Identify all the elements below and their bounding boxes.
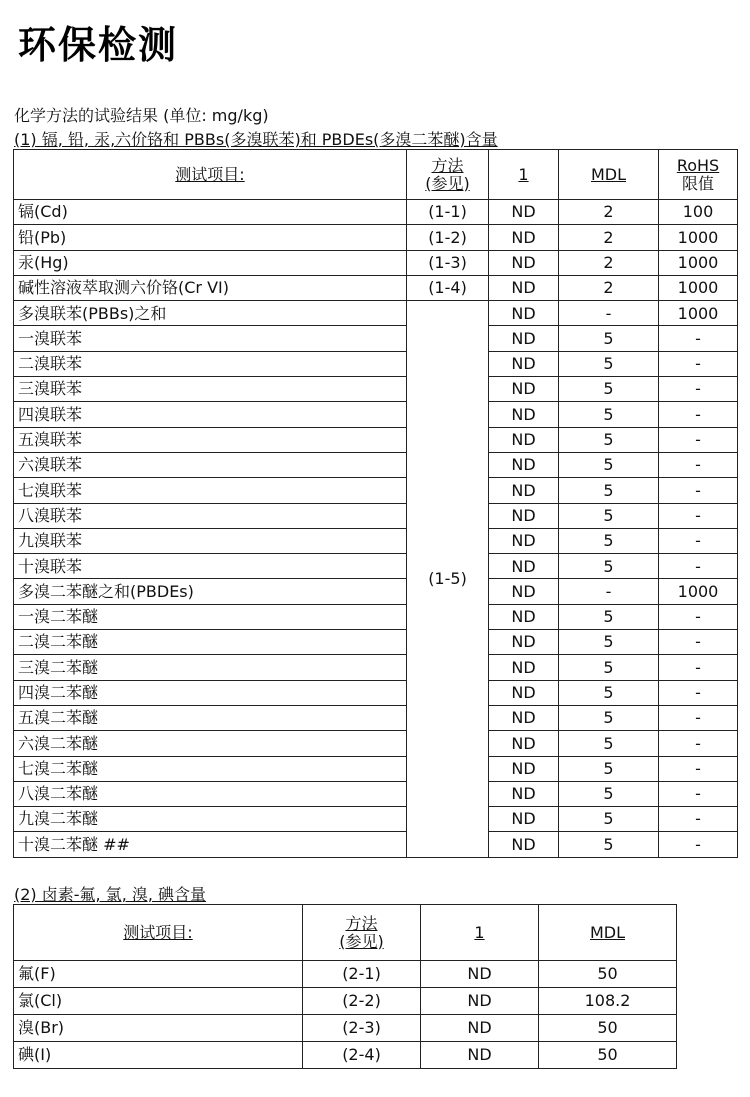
cell-result: ND [489,604,559,629]
page-title: 环保检测 [18,23,179,67]
heavy-metals-table [13,149,738,858]
cell-mdl: 5 [559,427,659,452]
cell-mdl: 5 [559,402,659,427]
table-row [14,604,738,629]
table-row [14,807,738,832]
table-row [14,988,677,1015]
table-row [14,275,738,300]
cell-method: (2-1) [303,961,421,988]
cell-mdl: 5 [559,351,659,376]
cell-result: ND [421,1042,539,1069]
cell-limit: - [659,705,738,730]
cell-mdl: 50 [539,1042,677,1069]
cell-result: ND [489,731,559,756]
cell-result: ND [489,630,559,655]
cell-result: ND [489,200,559,225]
table-row [14,731,738,756]
cell-method: (1-1) [407,200,489,225]
cell-item: 八溴二苯醚 [14,781,407,806]
table-row [14,452,738,477]
table-row [14,579,738,604]
table-row [14,1042,677,1069]
cell-item: 铅(Pb) [14,225,407,250]
cell-limit: - [659,630,738,655]
table-row [14,250,738,275]
cell-result: ND [489,680,559,705]
cell-result: ND [489,250,559,275]
cell-limit: - [659,528,738,553]
header-result: 1 [489,150,559,200]
cell-limit: 100 [659,200,738,225]
header-method: 方法 (参见) [407,150,489,200]
header-result: 1 [421,905,539,961]
cell-mdl: 2 [559,200,659,225]
results-subtitle: 化学方法的试验结果 (单位: mg/kg) [14,106,269,125]
table-row [14,301,738,326]
cell-mdl: 5 [559,731,659,756]
cell-method: (1-2) [407,225,489,250]
cell-item: 氯(Cl) [14,988,303,1015]
cell-item: 九溴二苯醚 [14,807,407,832]
cell-item: 汞(Hg) [14,250,407,275]
cell-item: 四溴联苯 [14,402,407,427]
table-row [14,225,738,250]
cell-item: 十溴联苯 [14,554,407,579]
cell-method: (2-3) [303,1015,421,1042]
cell-mdl: 108.2 [539,988,677,1015]
cell-result: ND [489,807,559,832]
cell-method: (2-2) [303,988,421,1015]
header-mdl: MDL [559,150,659,200]
cell-item: 二溴二苯醚 [14,630,407,655]
cell-item: 八溴联苯 [14,503,407,528]
header-item: 测试项目: [14,905,303,961]
cell-limit: - [659,503,738,528]
cell-limit: - [659,554,738,579]
cell-item: 一溴联苯 [14,326,407,351]
cell-result: ND [489,781,559,806]
cell-item: 二溴联苯 [14,351,407,376]
cell-item: 碘(I) [14,1042,303,1069]
header-mdl: MDL [539,905,677,961]
cell-item: 三溴二苯醚 [14,655,407,680]
cell-result: ND [489,377,559,402]
cell-result: ND [489,452,559,477]
cell-limit: 1000 [659,579,738,604]
cell-item: 碱性溶液萃取测六价铬(Cr VI) [14,275,407,300]
cell-result: ND [421,961,539,988]
cell-limit: - [659,781,738,806]
table-row [14,402,738,427]
cell-result: ND [489,554,559,579]
table-row [14,427,738,452]
cell-item: 十溴二苯醚 ## [14,832,407,857]
cell-limit: - [659,680,738,705]
table-row [14,1015,677,1042]
section1-heading: (1) 镉, 铅, 汞,六价铬和 PBBs(多溴联苯)和 PBDEs(多溴二苯醚)含量 [14,130,498,149]
cell-item: 镉(Cd) [14,200,407,225]
cell-item: 三溴联苯 [14,377,407,402]
cell-mdl: 2 [559,225,659,250]
cell-mdl: 5 [559,377,659,402]
cell-item: 多溴联苯(PBBs)之和 [14,301,407,326]
cell-mdl: 2 [559,250,659,275]
table-row [14,478,738,503]
cell-mdl: 50 [539,961,677,988]
cell-item: 七溴联苯 [14,478,407,503]
cell-item: 一溴二苯醚 [14,604,407,629]
cell-item: 四溴二苯醚 [14,680,407,705]
cell-limit: 1000 [659,225,738,250]
table-row [14,680,738,705]
cell-limit: - [659,807,738,832]
table-header-row [14,905,677,961]
cell-result: ND [489,655,559,680]
cell-mdl: 5 [559,655,659,680]
table-row [14,326,738,351]
cell-result: ND [421,1015,539,1042]
cell-item: 溴(Br) [14,1015,303,1042]
header-item: 测试项目: [14,150,407,200]
cell-limit: - [659,452,738,477]
cell-item: 多溴二苯醚之和(PBDEs) [14,579,407,604]
cell-item: 六溴二苯醚 [14,731,407,756]
cell-limit: - [659,832,738,857]
cell-result: ND [489,528,559,553]
cell-mdl: 5 [559,528,659,553]
cell-result: ND [421,988,539,1015]
cell-limit: - [659,756,738,781]
cell-mdl: 5 [559,503,659,528]
cell-mdl: 5 [559,604,659,629]
cell-mdl: 5 [559,478,659,503]
table-row [14,781,738,806]
cell-result: ND [489,756,559,781]
table-header-row [14,150,738,200]
cell-mdl: 5 [559,807,659,832]
cell-mdl: 5 [559,680,659,705]
table-row [14,705,738,730]
cell-result: ND [489,402,559,427]
cell-method: (2-4) [303,1042,421,1069]
cell-method: (1-3) [407,250,489,275]
cell-method-merged: (1-5) [407,301,489,858]
halogen-table [13,904,677,1069]
cell-limit: - [659,427,738,452]
cell-mdl: 5 [559,326,659,351]
table-row [14,655,738,680]
cell-limit: 1000 [659,301,738,326]
cell-limit: - [659,402,738,427]
cell-limit: - [659,731,738,756]
cell-mdl: 5 [559,756,659,781]
cell-item: 五溴二苯醚 [14,705,407,730]
table-row [14,832,738,857]
cell-item: 七溴二苯醚 [14,756,407,781]
table-row [14,554,738,579]
table-row [14,503,738,528]
cell-item: 九溴联苯 [14,528,407,553]
cell-result: ND [489,275,559,300]
cell-result: ND [489,427,559,452]
cell-limit: - [659,604,738,629]
cell-result: ND [489,705,559,730]
table-row [14,528,738,553]
cell-limit: - [659,377,738,402]
cell-mdl: - [559,579,659,604]
cell-limit: - [659,655,738,680]
cell-item: 氟(F) [14,961,303,988]
section2-heading: (2) 卤素-氟, 氯, 溴, 碘含量 [14,885,207,904]
cell-mdl: 2 [559,275,659,300]
cell-limit: 1000 [659,250,738,275]
cell-result: ND [489,503,559,528]
cell-limit: - [659,351,738,376]
cell-mdl: 5 [559,452,659,477]
cell-mdl: 5 [559,630,659,655]
cell-mdl: 5 [559,705,659,730]
cell-result: ND [489,579,559,604]
table-row [14,756,738,781]
cell-result: ND [489,301,559,326]
cell-limit: - [659,478,738,503]
cell-mdl: - [559,301,659,326]
cell-mdl: 5 [559,781,659,806]
cell-mdl: 50 [539,1015,677,1042]
table-row [14,961,677,988]
header-method: 方法 (参见) [303,905,421,961]
cell-mdl: 5 [559,832,659,857]
table-row [14,351,738,376]
cell-result: ND [489,351,559,376]
cell-result: ND [489,478,559,503]
cell-result: ND [489,225,559,250]
cell-item: 五溴联苯 [14,427,407,452]
header-limit: RoHS 限值 [659,150,738,200]
cell-result: ND [489,326,559,351]
table-row [14,377,738,402]
table-row [14,630,738,655]
table-row [14,200,738,225]
cell-item: 六溴联苯 [14,452,407,477]
cell-limit: 1000 [659,275,738,300]
cell-result: ND [489,832,559,857]
cell-method: (1-4) [407,275,489,300]
cell-mdl: 5 [559,554,659,579]
cell-limit: - [659,326,738,351]
